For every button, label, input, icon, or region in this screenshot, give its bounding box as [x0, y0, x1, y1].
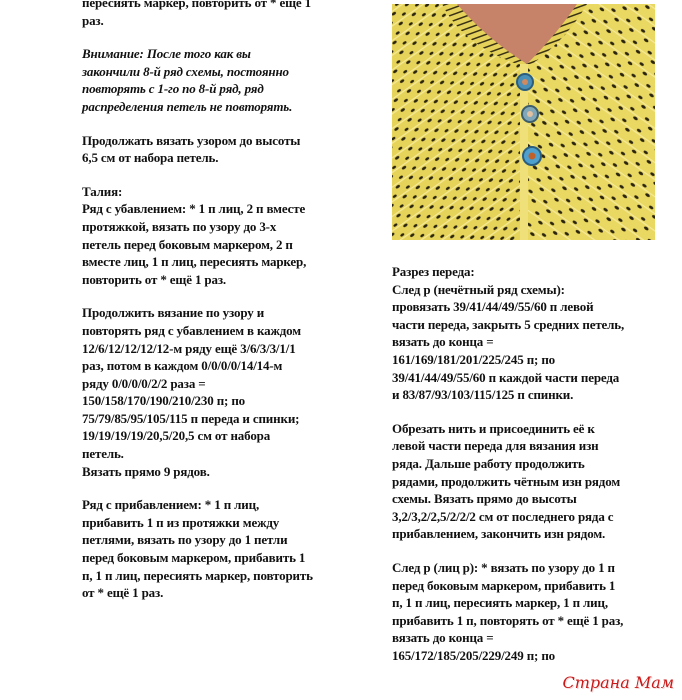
- text-line: 19/19/19/19/20,5/20,5 см от набора: [82, 428, 271, 444]
- paragraph-repeat: [82, 0, 377, 29]
- button-center: [527, 111, 533, 117]
- text-line: 12/6/12/12/12/12-м ряду ещё 3/6/3/3/1/1: [82, 340, 296, 356]
- text-line: перед боковым маркером, прибавить 1: [82, 550, 306, 566]
- text-line: Внимание: После того как вы: [82, 46, 251, 62]
- section-heading: Талия:: [82, 183, 123, 199]
- text-line: петлями, вязать по узору до 1 петли: [82, 532, 288, 548]
- text-line: След р (нечётный ряд схемы):: [392, 281, 565, 297]
- photo-illustration: [392, 4, 655, 240]
- text-line: провязать 39/41/44/49/55/60 п левой: [392, 299, 594, 315]
- text-line: 39/41/44/49/55/60 п каждой части переда: [392, 369, 620, 385]
- text-line: части переда, закрыть 5 средних петель,: [392, 316, 625, 332]
- text-line: и 83/87/93/103/115/125 п спинки.: [392, 387, 574, 403]
- next-row-section: [392, 559, 682, 665]
- text-line: Продолжить вязание по узору и: [82, 305, 265, 321]
- text-line: 150/158/170/190/210/230 п; по: [82, 393, 246, 409]
- text-line: левой части переда для вязания изн: [392, 438, 599, 454]
- text-line: п, 1 п лиц, пересиять маркер, повторить: [82, 567, 313, 583]
- text-line: вместе лиц, 1 п лиц, пересиять маркер,: [82, 254, 307, 270]
- cut-yarn-section: [392, 420, 682, 543]
- text-line: 6,5 см от набора петель.: [82, 150, 219, 166]
- increase-row-section: [82, 496, 377, 602]
- front-slit-section: [392, 263, 682, 404]
- text-line: 3,2/3,2/2,5/2/2/2 см от последнего ряда с: [392, 508, 614, 524]
- site-watermark: Страна Мам: [562, 673, 674, 692]
- text-line: повторять с 1-го по 8-й ряд, ряд: [82, 81, 264, 97]
- text-line: перед боковым маркером, прибавить 1: [392, 577, 616, 593]
- text-line: Обрезать нить и присоединить её к: [392, 420, 595, 436]
- text-line: протяжкой, вязать по узору до 3-х: [82, 218, 277, 234]
- button-center: [529, 153, 536, 160]
- text-line: 75/79/85/95/105/115 п переда и спинки;: [82, 410, 300, 426]
- text-line: 165/172/185/205/229/249 п; по: [392, 647, 556, 663]
- text-line: повторить от * ещё 1 раз.: [82, 271, 226, 287]
- text-line: Ряд с прибавлением: * 1 п лиц,: [82, 497, 260, 513]
- text-line: раз, потом в каждом 0/0/0/0/14/14-м: [82, 358, 283, 374]
- text-line: вязать до конца =: [392, 630, 494, 646]
- text-line: рядами, продолжить чётным изн рядом: [392, 473, 621, 489]
- paragraph-decrease-repeat: [82, 304, 377, 480]
- waist-section: [82, 183, 377, 289]
- text-line: прибавить 1 п из протяжки между: [82, 514, 280, 530]
- text-line: Вязать прямо 9 рядов.: [82, 463, 210, 479]
- text-line: п, 1 п лиц, пересиять маркер, 1 п лиц,: [392, 595, 608, 611]
- text-line: схемы. Вязать прямо до высоты: [392, 491, 577, 507]
- section-heading: Разрез переда:: [392, 264, 475, 279]
- text-line: вязать до конца =: [392, 334, 494, 350]
- paragraph-continue: [82, 132, 377, 167]
- text-line: повторять ряд с убавлением в каждом: [82, 322, 301, 338]
- text-line: закончили 8-й ряд схемы, постоянно: [82, 63, 289, 79]
- text-line: распределения петель не повторять.: [82, 98, 293, 114]
- left-column: [82, 0, 377, 618]
- text-line: прибавить 1 п, повторять от * ещё 1 раз,: [392, 612, 624, 628]
- text-line: ряда. Дальше работу продолжить: [392, 455, 585, 471]
- right-column: [392, 263, 682, 680]
- text-line: петель перед боковым маркером, 2 п: [82, 236, 293, 252]
- text-line: пересиять маркер, повторить от * ещё 1: [82, 0, 311, 10]
- attention-note: [82, 45, 377, 115]
- text-line: от * ещё 1 раз.: [82, 585, 164, 601]
- text-line: прибавлением, закончить изн рядом.: [392, 526, 606, 542]
- text-line: 161/169/181/201/225/245 п; по: [392, 351, 556, 367]
- text-line: Ряд с убавлением: * 1 п лиц, 2 п вместе: [82, 201, 306, 217]
- text-line: ряду 0/0/0/0/2/2 раза =: [82, 375, 206, 391]
- text-line: След р (лиц р): * вязать по узору до 1 п: [392, 559, 615, 575]
- text-line: петель.: [82, 446, 124, 462]
- button-center: [522, 79, 528, 85]
- knitted-cardigan-photo: [392, 4, 655, 240]
- text-line: раз.: [82, 12, 104, 28]
- text-line: Продолжать вязать узором до высоты: [82, 132, 301, 148]
